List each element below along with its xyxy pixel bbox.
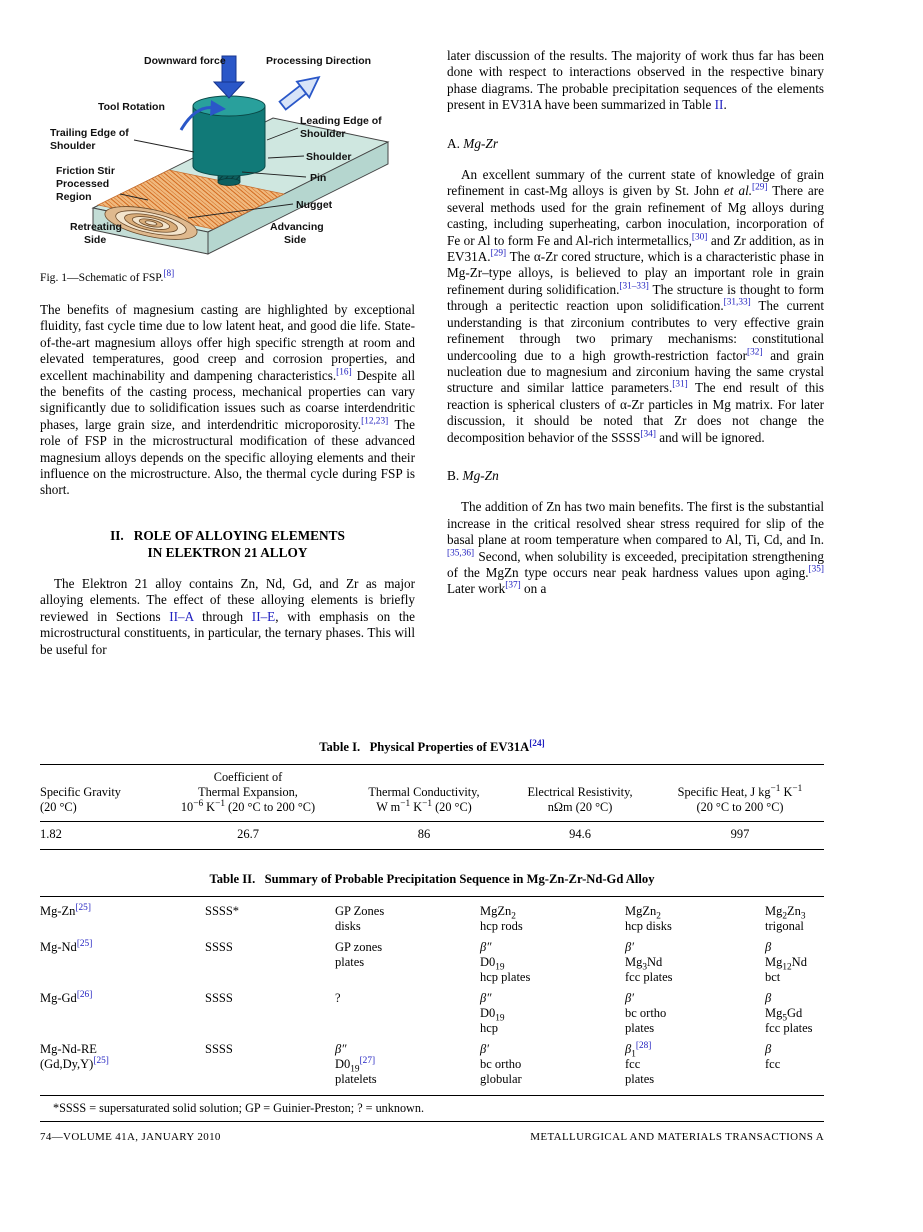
text-segment: Second, when solubility is exceeded, precipitation strengthening of the MgZn type occurs near peak hardness values upon aging. — [447, 548, 824, 580]
tool-shoulder-top — [193, 96, 265, 116]
text-segment: Electrical Resistivity, — [527, 785, 633, 799]
text-segment: , with emphasis on the microstructural constituents, in particular, the ternary phases. This will be useful for — [40, 608, 415, 657]
table-row — [40, 904, 824, 934]
text-segment: β′ — [625, 991, 634, 1005]
table-2-cell — [40, 1042, 205, 1072]
text-segment: The end result of this reaction is spherical clusters of α-Zr particles in Mg matrix. For later discussion, it should be noted that Zr does not change the decomposition behavior of the SSSS — [447, 380, 824, 445]
citation-ref[interactable]: [31] — [672, 379, 688, 390]
table-2-cell — [205, 1042, 335, 1057]
text-segment: Thermal Conductivity, — [368, 785, 480, 799]
processing-direction-arrow — [277, 69, 326, 113]
table-1-header-cell — [504, 785, 656, 815]
text-segment: hcp disks — [625, 919, 672, 933]
text-segment: hcp plates — [480, 970, 531, 984]
table-1-value-cell: 997 — [730, 827, 750, 841]
table-2-cell — [625, 940, 765, 985]
table-2-cell — [480, 1042, 625, 1087]
citation-ref[interactable]: [29] — [490, 248, 507, 259]
nugget-label: Nugget — [296, 199, 333, 211]
citation-ref[interactable]: [27] — [359, 1055, 376, 1066]
left-column — [40, 48, 415, 658]
citation-ref[interactable]: [35] — [808, 564, 824, 575]
text-segment: SSSS — [205, 940, 233, 954]
table-2-cell — [205, 904, 335, 919]
text-segment: GP Zones — [335, 904, 385, 918]
subsection-heading-a — [447, 136, 824, 152]
text-segment: Mg — [765, 904, 783, 918]
citation-ref[interactable]: [31–33] — [619, 281, 649, 292]
text-segment: *SSSS = supersaturated solid solution; GP = Guinier-Preston; ? = unknown. — [53, 1101, 424, 1115]
text-segment: Despite all the benefits of the casting process, mechanical properties can vary significantly due to solidification issues such as coarse interdendritic phases, large grain size, and interdendritic microporosity. — [40, 367, 415, 432]
table-2-cell — [40, 904, 205, 919]
text-segment: (20 °C to 200 °C) — [696, 800, 784, 814]
table-1-value-row — [40, 822, 824, 849]
table-2-rule-bottom — [40, 1121, 824, 1122]
text-segment: −1 — [792, 783, 803, 794]
text-segment: β — [625, 1042, 632, 1056]
paragraph-mg-zr — [447, 167, 824, 446]
table-2-cell — [335, 904, 480, 934]
text-segment: . — [723, 97, 727, 113]
text-segment: β″ — [480, 991, 492, 1005]
citation-ref[interactable]: [25] — [76, 938, 93, 949]
table-2-cell — [480, 991, 625, 1036]
citation-ref[interactable]: [28] — [635, 1040, 652, 1051]
table-2-title — [40, 872, 824, 887]
fsp-region-label-2: Processed — [56, 178, 110, 190]
table-2-cell — [335, 991, 480, 1006]
section-heading-ii-line2: IN ELEKTRON 21 ALLOY — [147, 544, 308, 560]
citation-ref[interactable]: [31,33] — [723, 297, 751, 308]
retreating-side-label-1: Retreating — [70, 221, 122, 233]
text-segment: Mg — [765, 1006, 783, 1020]
text-segment: An excellent summary of the current state of knowledge of grain refinement in cast-Mg alloys is given by St. John — [447, 167, 824, 199]
text-segment: fcc — [765, 1057, 781, 1071]
table-2-cell — [765, 1042, 824, 1072]
text-segment: 10 — [180, 800, 194, 814]
figure-1 — [48, 48, 420, 262]
table-row — [40, 940, 824, 985]
text-segment: (Gd,Dy,Y) — [40, 1057, 94, 1071]
text-segment: through — [193, 608, 252, 624]
text-segment: SSSS — [205, 1042, 233, 1056]
text-segment: Thermal Expansion, — [198, 785, 298, 799]
text-segment: −1 — [422, 798, 433, 809]
text-segment: K — [780, 785, 793, 799]
table-1-header-cell — [152, 770, 344, 815]
footer-volume-info: 74—VOLUME 41A, JANUARY 2010 — [40, 1131, 221, 1143]
section-link[interactable]: II — [714, 97, 724, 113]
text-segment: D0 — [480, 955, 496, 969]
text-segment: and will be ignored. — [655, 429, 765, 445]
text-segment: β — [765, 940, 772, 954]
table-1-header-row — [40, 765, 824, 821]
text-segment: Table II. Summary of Probable Precipitation Sequence in Mg-Zn-Zr-Nd-Gd Alloy — [209, 872, 655, 886]
text-segment: The current understanding is that zirconium contributes to very effective grain refinement through two primary mechanisms: constitutional undercooling due to a high growth-restriction factor — [447, 298, 824, 363]
table-2-cell — [40, 940, 205, 955]
section-heading-ii-line1: II. ROLE OF ALLOYING ELEMENTS — [110, 527, 345, 543]
advancing-side-label-2: Side — [284, 234, 307, 246]
text-segment: nΩm (20 °C) — [547, 800, 613, 814]
text-segment: ? — [335, 991, 341, 1005]
table-2-cell — [765, 904, 824, 934]
text-segment: et al. — [724, 183, 753, 199]
citation-ref[interactable]: [37] — [505, 580, 521, 591]
citation-ref[interactable]: [24] — [529, 738, 545, 749]
leading-edge-label-2: Shoulder — [300, 128, 346, 140]
text-segment: 2 — [782, 911, 788, 922]
text-segment: The Elektron 21 alloy contains Zn, Nd, Gd, and Zr as major alloying elements. The effect of these alloying elements is briefly reviewed in Sections — [40, 575, 415, 624]
retreating-side-label-2: Side — [84, 234, 107, 246]
table-1-header-cell — [656, 785, 824, 815]
text-segment: bc ortho — [625, 1006, 667, 1020]
text-segment: globular — [480, 1072, 522, 1086]
citation-ref[interactable]: [26] — [76, 989, 93, 1000]
text-segment: disks — [335, 919, 361, 933]
text-segment: later discussion of the results. The majority of work thus far has been done with respect to interactions observed in the respective binary phase diagrams. The probable precipitation sequences of the elements present in EV31A have been summarized in Table — [447, 48, 824, 113]
tool-pin-tip — [218, 179, 240, 186]
text-segment: Later work — [447, 581, 506, 597]
text-segment: MgZn — [480, 904, 512, 918]
table-row — [40, 1042, 824, 1087]
text-segment: β″ — [480, 940, 492, 954]
text-segment: Mg — [625, 955, 643, 969]
text-segment: The structure is thought to form through a peritectic reaction upon solidification. — [447, 281, 824, 314]
text-segment: β″ — [335, 1042, 347, 1056]
text-segment: B. — [447, 467, 463, 483]
citation-ref[interactable]: [8] — [163, 269, 175, 280]
section-link[interactable]: II–A — [169, 608, 194, 624]
text-segment: Mg-Zn — [462, 467, 499, 483]
text-segment: fcc plates — [765, 1021, 813, 1035]
text-segment: hcp rods — [480, 919, 523, 933]
text-segment: 1 — [631, 1049, 636, 1060]
table-1-title — [40, 740, 824, 755]
text-segment: Gd — [787, 1006, 803, 1020]
text-segment: −1 — [400, 798, 411, 809]
table-2-cell — [625, 904, 765, 934]
text-segment: −1 — [770, 783, 781, 794]
text-segment: 19 — [495, 1013, 505, 1024]
text-segment: Specific Heat, J kg — [677, 785, 771, 799]
table-1-header-cell — [40, 785, 152, 815]
text-segment: Mg-Gd — [40, 991, 77, 1005]
citation-ref[interactable]: [25] — [75, 902, 91, 913]
trailing-edge-label-1: Trailing Edge of — [50, 127, 129, 139]
citation-ref[interactable]: [34] — [640, 429, 656, 440]
text-segment: 3 — [800, 911, 806, 922]
text-segment: 3 — [642, 962, 648, 973]
text-segment: trigonal — [765, 919, 804, 933]
table-2-cell — [765, 940, 824, 985]
text-segment: K — [203, 800, 216, 814]
text-segment: Coefficient of — [213, 770, 283, 784]
paragraph-benefits — [40, 302, 415, 499]
text-segment: There are several methods used for the grain refinement of Mg alloys during casting, including superheating, carbon inoculation, incorporation of Fe or Al to form Fe and Al-rich intermetallics, — [447, 183, 825, 248]
table-2-cell — [625, 1042, 765, 1087]
text-segment: A. — [447, 135, 464, 151]
text-segment: 19 — [495, 962, 505, 973]
trailing-edge-line — [134, 140, 194, 152]
text-segment: fcc plates — [625, 970, 673, 984]
table-2-cell — [480, 940, 625, 985]
fsp-region-label-1: Friction Stir — [56, 165, 115, 177]
text-segment: Specific Gravity — [40, 785, 121, 799]
text-segment: D0 — [480, 1006, 496, 1020]
table-2-cell — [205, 991, 335, 1006]
text-segment: (20 °C to 200 °C) — [224, 800, 316, 814]
paragraph-elektron — [40, 576, 415, 658]
text-segment: The benefits of magnesium casting are highlighted by exceptional fluidity, fast cycle time due to low latent heat, and good die life. State-of-the-art magnesium alloys offer high specific strength at room and elevated temperatures, good creep and corrosion properties, and excellent machinability and dampening characteristics. — [40, 302, 415, 383]
text-segment: platelets — [335, 1072, 377, 1086]
citation-ref[interactable]: [32] — [747, 347, 763, 358]
text-segment: 5 — [782, 1013, 788, 1024]
citation-ref[interactable]: [25] — [93, 1055, 109, 1066]
text-segment: bct — [765, 970, 781, 984]
text-segment: The addition of Zn has two main benefits. The first is the substantial increase in the critical resolved shear stress required for slip of the basal plane at room temperature when compared to Al, Ti, Cd, and In. — [447, 499, 824, 548]
text-segment: and Zr addition, as in EV31A. — [447, 232, 824, 265]
text-segment: (20 °C) — [40, 800, 77, 814]
text-segment: GP zones — [335, 940, 383, 954]
table-2-cell — [625, 991, 765, 1036]
text-segment: The α-Zr cored structure, which is a characteristic phase in Mg-Zr–type alloys, is believed to play an important role in grain refinement during solidification. — [447, 249, 824, 297]
table-2-body — [40, 897, 824, 1095]
tool-rotation-label: Tool Rotation — [98, 101, 165, 113]
processing-direction-label: Processing Direction — [266, 55, 372, 67]
text-segment: 19 — [350, 1064, 360, 1075]
table-1-value-cell: 1.82 — [40, 827, 62, 841]
text-segment: plates — [335, 955, 365, 969]
text-segment: MgZn — [625, 904, 657, 918]
text-segment: SSSS* — [205, 904, 240, 918]
paragraph-mg-zn — [447, 499, 824, 597]
text-segment: β — [765, 1042, 772, 1056]
table-2-cell — [40, 991, 205, 1006]
text-segment: Table I. Physical Properties of EV31A — [319, 740, 530, 754]
trailing-edge-label-2: Shoulder — [50, 140, 96, 152]
table-2-cell — [480, 904, 625, 934]
text-segment: fcc — [625, 1057, 641, 1071]
table-1-value-cell: 26.7 — [237, 827, 259, 841]
text-segment: SSSS — [205, 991, 233, 1005]
text-segment: 12 — [782, 962, 792, 973]
fsp-region-label-3: Region — [56, 191, 92, 203]
text-segment: plates — [625, 1072, 655, 1086]
text-segment: 2 — [656, 911, 661, 922]
section-link[interactable]: II–E — [251, 608, 276, 624]
text-segment: −1 — [215, 798, 225, 809]
text-segment: Nd — [647, 955, 663, 969]
advancing-side-label-1: Advancing — [270, 221, 324, 233]
text-segment: on a — [520, 581, 547, 597]
section-heading-ii — [40, 527, 415, 561]
table-2-cell — [335, 1042, 480, 1087]
text-segment: Fig. 1—Schematic of FSP. — [40, 271, 164, 284]
text-segment: Mg-Zn — [40, 904, 76, 918]
leading-edge-label-1: Leading Edge of — [300, 115, 382, 127]
tables-area — [40, 740, 824, 1122]
text-segment: β′ — [480, 1042, 489, 1056]
table-1-value-cell: 94.6 — [569, 827, 591, 841]
text-segment: Mg-Zr — [463, 135, 498, 151]
figure-caption — [40, 271, 415, 285]
downward-force-label: Downward force — [144, 55, 226, 67]
table-2-cell — [335, 940, 480, 970]
text-segment: Mg-Nd-RE — [40, 1042, 97, 1056]
pin-label: Pin — [310, 172, 327, 184]
table-2-cell — [765, 991, 824, 1036]
text-segment: Nd — [791, 955, 807, 969]
table-2-cell — [205, 940, 335, 955]
table-1-rule-bottom — [40, 849, 824, 850]
citation-ref[interactable]: [35,36] — [447, 548, 475, 559]
text-segment: bc ortho — [480, 1057, 522, 1071]
text-segment: W m — [376, 800, 401, 814]
text-segment: 2 — [511, 911, 516, 922]
text-segment: D0 — [335, 1057, 351, 1071]
citation-ref[interactable]: [12,23] — [361, 416, 389, 427]
paragraph-continuation — [447, 48, 824, 114]
text-segment: Zn — [787, 904, 801, 918]
citation-ref[interactable]: [30] — [691, 232, 708, 243]
right-column — [447, 48, 824, 598]
shoulder-label: Shoulder — [306, 151, 352, 163]
footer-journal-name: METALLURGICAL AND MATERIALS TRANSACTIONS A — [530, 1131, 824, 1143]
table-row — [40, 991, 824, 1036]
table-1-value-cell: 86 — [417, 827, 431, 841]
page-footer — [40, 1131, 824, 1143]
fsp-schematic — [48, 48, 420, 262]
text-segment: (20 °C) — [432, 800, 472, 814]
text-segment: and grain nucleation due to magnesium and zirconium having the same crystal structure and similar lattice parameters. — [447, 347, 824, 396]
text-segment: Mg — [765, 955, 783, 969]
text-segment: β — [765, 991, 772, 1005]
table-2-footnote — [40, 1096, 824, 1121]
text-segment: β′ — [625, 940, 634, 954]
citation-ref[interactable]: [29] — [752, 183, 768, 194]
table-1-header-cell — [344, 785, 504, 815]
text-segment: The role of FSP in the microstructural modification of these advanced magnesium alloys depends on the specific alloying elements and their influence on the microstructure. Also, the thermal cycle during FSP is short. — [40, 416, 416, 498]
text-segment: plates — [625, 1021, 655, 1035]
text-segment: K — [410, 800, 423, 814]
text-segment: hcp — [480, 1021, 499, 1035]
text-segment: −6 — [193, 798, 204, 809]
citation-ref[interactable]: [16] — [336, 367, 352, 378]
subsection-heading-b — [447, 468, 824, 484]
text-segment: Mg-Nd — [40, 940, 77, 954]
